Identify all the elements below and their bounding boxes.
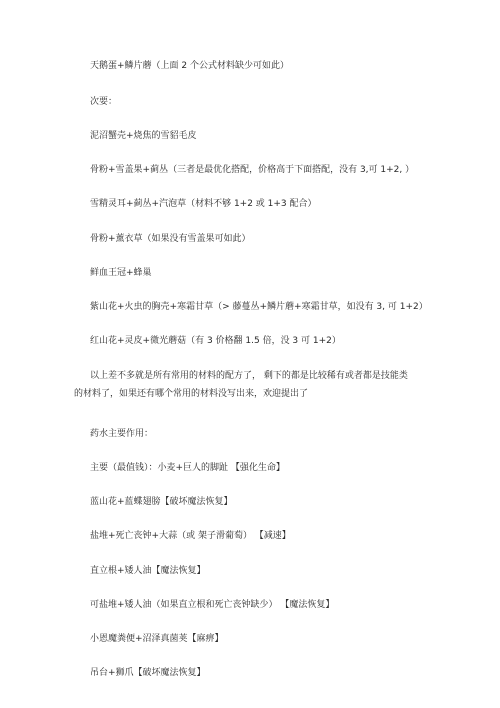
text-line: 天鹅蛋+鳞片蘑（上面 2 个公式材料缺少可如此） — [90, 61, 289, 71]
text-line: 骨粉+雪盖果+蓟丛（三者是最优化搭配，价格高于下面搭配，没有 3,可 1+2, ） — [90, 165, 415, 175]
text-line: 药水主要作用： — [90, 429, 154, 439]
paragraph: 以上差不多就是所有常用的材料的配方了， 剩下的都是比较稀有或者都是技能类的材料了，如果还有哪个常用的材料没写出来，欢迎提出了 — [74, 371, 408, 399]
text-line: 红山花+灵皮+微光蘑菇（有 3 价格翻 1.5 倍，没 3 可 1+2） — [90, 336, 341, 346]
text-line: 主要（最值钱）：小麦+巨人的脚趾 【强化生命】 — [90, 463, 285, 473]
text-line: 小恩魔粪便+沼泽真菌荚【麻痹】 — [90, 634, 224, 644]
text-line: 蓝山花+蓝蝶翅膀【破坏魔法恢复】 — [90, 497, 233, 507]
text-line: 鲜血王冠+蜂巢 — [90, 268, 152, 278]
text-line: 可盐堆+矮人油（如果直立根和死亡丧钟缺少） 【魔法恢复】 — [90, 600, 335, 610]
text-line: 紫山花+火虫的胸壳+寒霜甘草（> 藤蔓丛+鳞片蘑+寒霜甘草，如没有 3, 可 1+2） — [90, 302, 428, 312]
text-line: 骨粉+薰衣草（如果没有雪盖果可如此） — [90, 234, 251, 244]
text-line: 泥沼蟹壳+烧焦的雪貂毛皮 — [90, 131, 197, 141]
text-line: 吊台+狮爪【破坏魔法恢复】 — [90, 668, 206, 678]
text-line: 次要： — [90, 97, 118, 107]
text-line: 盐堆+死亡丧钟+大蒜（或 架子滑葡萄） 【减速】 — [90, 531, 291, 541]
text-line: 雪精灵耳+蓟丛+汽泡草（材料不够 1+2 或 1+3 配合） — [90, 199, 317, 209]
text-line: 直立根+矮人油【魔法恢复】 — [90, 566, 206, 576]
